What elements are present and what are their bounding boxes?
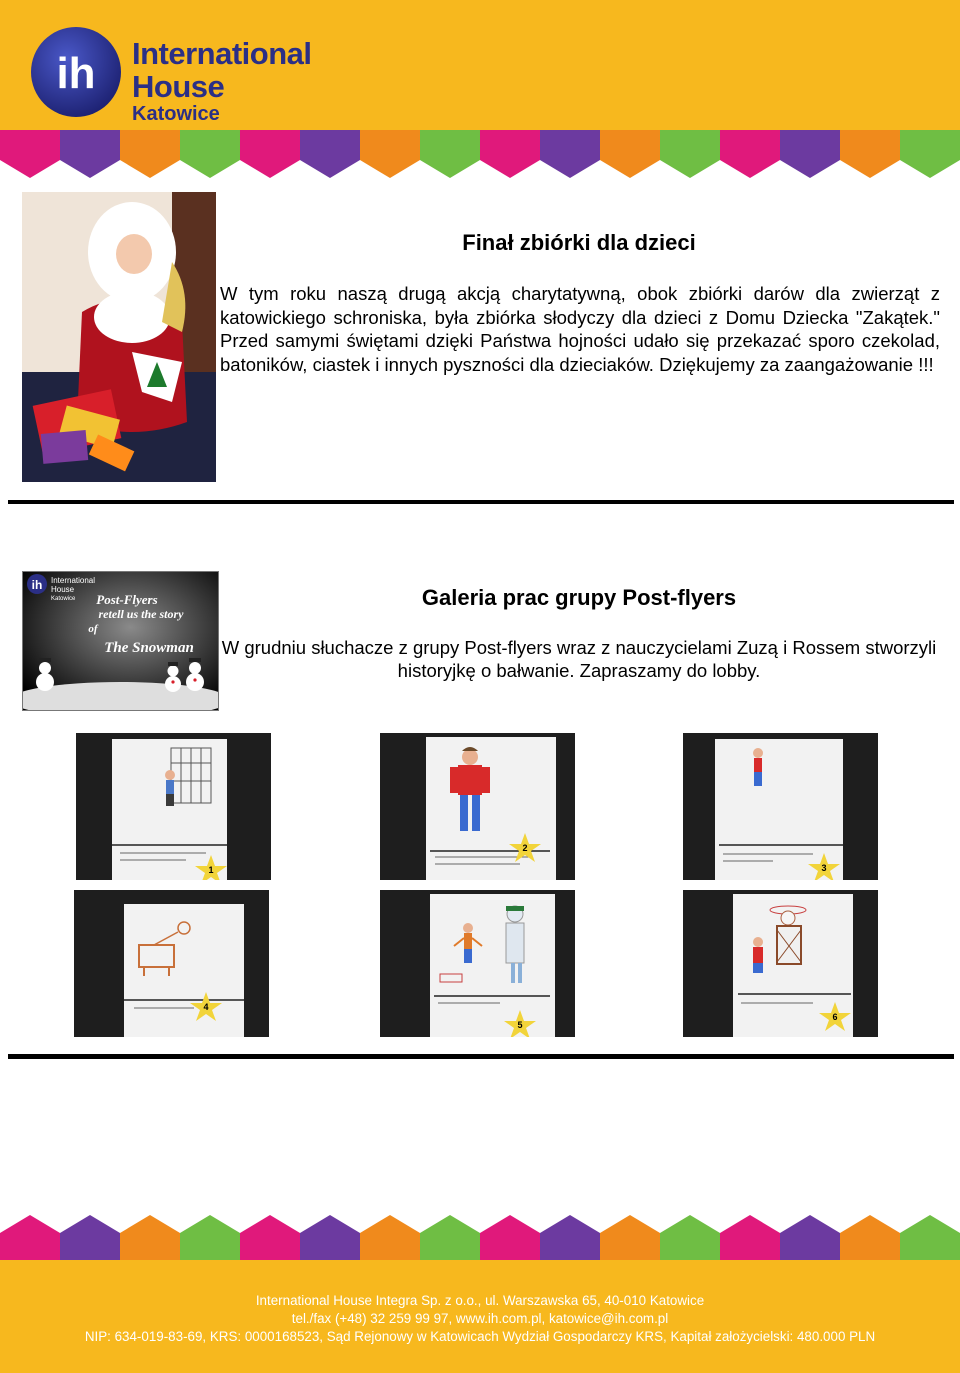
poster-logo-line2: House — [51, 585, 75, 594]
drawing-3-image — [683, 733, 878, 880]
poster-title-line1: Post-Flyers — [96, 592, 158, 607]
drawing-5-number: 5 — [517, 1020, 523, 1030]
zigzag-segment — [0, 130, 60, 178]
poster-title-line4: The Snowman — [104, 640, 194, 656]
zigzag-segment — [840, 130, 900, 178]
zigzag-segment — [240, 130, 300, 178]
zigzag-segment — [540, 130, 600, 178]
zigzag-segment — [180, 1215, 240, 1265]
zigzag-segment — [420, 1215, 480, 1265]
zigzag-segment — [600, 1215, 660, 1265]
snowman-poster-image — [23, 572, 218, 710]
zigzag-segment — [480, 1215, 540, 1265]
poster-logo-line1: International — [51, 576, 96, 585]
section-divider-2 — [8, 1054, 954, 1059]
section-divider-1 — [8, 500, 954, 504]
zigzag-segment — [240, 1215, 300, 1265]
zigzag-segment — [660, 1215, 720, 1265]
footer-line-2: tel./fax (+48) 32 259 99 97, www.ih.com.pl, katowice@ih.com.pl — [291, 1311, 669, 1326]
zigzag-segment — [780, 130, 840, 178]
zigzag-segment — [360, 1215, 420, 1265]
drawing-6-image — [683, 890, 878, 1037]
drawing-6 — [683, 890, 878, 1037]
snowman-poster — [22, 571, 219, 711]
poster-logo-line3: Katowice — [51, 596, 76, 602]
zigzag-segment — [420, 130, 480, 178]
zigzag-segment — [540, 1215, 600, 1265]
zigzag-segment — [120, 130, 180, 178]
page-footer — [0, 1215, 960, 1373]
drawing-4-image — [74, 890, 269, 1037]
drawing-3 — [683, 733, 878, 880]
drawing-2 — [380, 733, 575, 880]
zigzag-segment — [900, 1215, 960, 1265]
drawing-5-image — [380, 890, 575, 1037]
zigzag-segment — [120, 1215, 180, 1265]
section2-body: W grudniu słuchacze z grupy Post-flyers wraz z nauczycielami Zuzą i Rossem stworzyli historyjkę o bałwanie. Zapraszamy do lobby. — [221, 637, 937, 681]
brand-line-2: House — [132, 69, 225, 104]
drawing-1 — [76, 733, 271, 880]
zigzag-segment — [840, 1215, 900, 1265]
poster-title-line2: retell us the story — [98, 607, 184, 621]
zigzag-segment — [900, 130, 960, 178]
drawing-2-number: 2 — [522, 843, 528, 853]
brand-line-1: International — [132, 36, 312, 71]
section2-title: Galeria prac grupy Post-flyers — [421, 585, 737, 610]
drawing-1-number: 1 — [208, 865, 214, 875]
drawing-4 — [74, 890, 269, 1037]
section1-body: W tym roku naszą drugą akcją charytatywną, obok zbiórki darów dla zwierząt z katowickiego schroniska, była zbiórka słodyczy dla dzieci z Domu Dziecka "Zakątek." Przed samymi świętami dzięki Państwa hojności udało się przekazać sporo czekolad, batoników, ciastek i innych pyszności dla dzieciaków. Dziękujemy za zaangażowanie !!! — [220, 283, 940, 375]
page-header — [0, 0, 960, 200]
zigzag-segment — [720, 130, 780, 178]
footer-line-3: NIP: 634-019-83-69, KRS: 0000168523, Sąd Rejonowy w Katowicach Wydział Gospodarczy KRS, Kapitał założycielski: 480.000 PLN — [84, 1329, 876, 1344]
svg-text:ih: ih — [31, 578, 43, 592]
footer-line-1: International House Integra Sp. z o.o., ul. Warszawska 65, 40-010 Katowice — [255, 1293, 705, 1308]
drawing-4-number: 4 — [203, 1002, 209, 1012]
drawing-5 — [380, 890, 575, 1037]
zigzag-segment — [480, 130, 540, 178]
zigzag-segment — [60, 1215, 120, 1265]
drawing-3-number: 3 — [821, 863, 827, 873]
zigzag-segment — [300, 130, 360, 178]
zigzag-segment — [360, 130, 420, 178]
ih-logo-icon — [28, 24, 124, 120]
zigzag-segment — [660, 130, 720, 178]
zigzag-segment — [780, 1215, 840, 1265]
drawing-2-image — [380, 733, 575, 880]
santa-photo — [22, 192, 216, 482]
section1-title: Finał zbiórki dla dzieci — [462, 230, 696, 255]
poster-title-line3: of — [88, 623, 98, 635]
zigzag-segment — [300, 1215, 360, 1265]
santa-with-sweets-image — [22, 192, 216, 482]
brand-line-3: Katowice — [132, 103, 220, 125]
zigzag-segment — [0, 1215, 60, 1265]
zigzag-segment — [180, 130, 240, 178]
logo-mark: ih — [56, 49, 96, 98]
drawing-6-number: 6 — [832, 1012, 838, 1022]
zigzag-segment — [600, 130, 660, 178]
zigzag-segment — [720, 1215, 780, 1265]
zigzag-segment — [60, 130, 120, 178]
drawing-1-image — [76, 733, 271, 880]
brand-name — [132, 38, 312, 124]
